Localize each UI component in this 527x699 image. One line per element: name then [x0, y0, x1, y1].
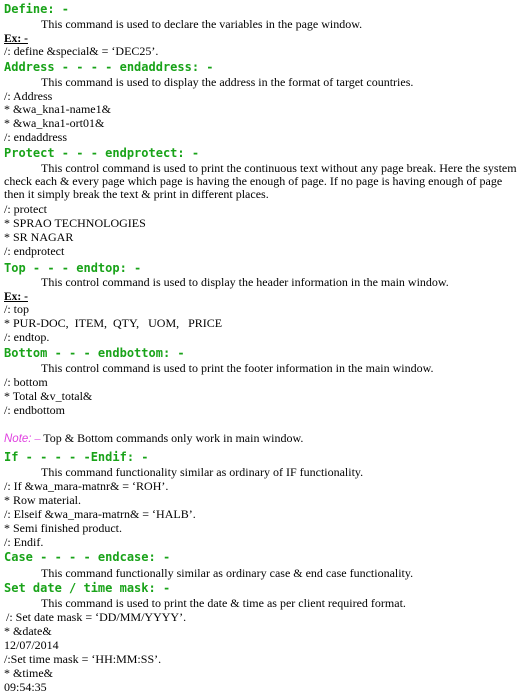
if-code-line: * Semi finished product. — [4, 521, 122, 535]
bottom-code-line: /: bottom — [4, 375, 48, 389]
note-label: Note: — [4, 433, 32, 445]
if-code-line: /: Endif. — [4, 535, 44, 549]
protect-code-line: /: protect — [4, 202, 47, 216]
bottom-code-line: /: endbottom — [4, 403, 65, 417]
datetime-code-line: 12/07/2014 — [4, 638, 59, 652]
datetime-code-line: * &time& — [4, 666, 53, 680]
case-description: This command functionally similar as ordinary case & end case functionality. — [41, 566, 414, 580]
if-description: This command functionality similar as ordinary of IF functionality. — [41, 465, 364, 479]
datetime-code-line: /: Set date mask = ‘DD/MM/YYYY’. — [6, 610, 187, 624]
datetime-code-line: /:Set time mask = ‘HH:MM:SS’. — [4, 652, 162, 666]
protect-code-line: * SR NAGAR — [4, 230, 74, 244]
if-code-line: /: If &wa_mara-matnr& = ‘ROH’. — [4, 479, 169, 493]
address-description: This command is used to display the address in the format of target countries. — [41, 75, 414, 89]
bottom-code-line: * Total &v_total& — [4, 389, 93, 403]
datetime-code-line: 09:54:35 — [4, 680, 47, 694]
top-code-line: * PUR-DOC, ITEM, QTY, UOM, PRICE — [4, 316, 223, 330]
datetime-code-line: * &date& — [4, 624, 52, 638]
note-dash: – — [34, 431, 41, 445]
address-code-line: * &wa_kna1-name1& — [4, 102, 111, 116]
define-example-label: Ex: - — [4, 33, 28, 45]
top-description: This control command is used to display the header information in the main window. — [41, 275, 449, 289]
address-code-line: /: Address — [4, 89, 53, 103]
if-code-line: /: Elseif &wa_mara-matrn& = ‘HALB’. — [4, 507, 196, 521]
heading-address: Address - - - - endaddress: - — [4, 60, 214, 74]
if-code-line: * Row material. — [4, 493, 81, 507]
define-description: This command is used to declare the variables in the page window. — [41, 17, 363, 31]
address-code-line: /: endaddress — [4, 130, 67, 144]
address-code-line: * &wa_kna1-ort01& — [4, 116, 105, 130]
note-line — [4, 431, 303, 446]
datetime-description: This command is used to print the date & time as per client required format. — [41, 596, 406, 610]
protect-code-line: /: endprotect — [4, 244, 65, 258]
top-code-line: /: endtop. — [4, 330, 50, 344]
heading-define: Define: - — [4, 2, 70, 16]
note-text: Top & Bottom commands only work in main window. — [43, 431, 304, 445]
top-example-label: Ex: - — [4, 291, 28, 303]
heading-bottom: Bottom - - - endbottom: - — [4, 346, 185, 360]
heading-protect: Protect - - - endprotect: - — [4, 146, 200, 160]
protect-description: This control command is used to print the continuous text without any page break. Here the system check each & every page which page is having the enough of page. If no page is having enough of page then it simply break the text & print in different places. — [4, 161, 517, 201]
heading-case: Case - - - - endcase: - — [4, 550, 171, 564]
define-code-line: /: define &special& = ‘DEC25’. — [4, 44, 159, 58]
heading-top: Top - - - endtop: - — [4, 261, 142, 275]
protect-code-line: * SPRAO TECHNOLOGIES — [4, 216, 146, 230]
bottom-description: This control command is used to print the footer information in the main window. — [41, 361, 434, 375]
heading-if: If - - - - -Endif: - — [4, 450, 149, 464]
heading-set-date-time-mask: Set date / time mask: - — [4, 581, 171, 595]
top-code-line: /: top — [4, 302, 30, 316]
